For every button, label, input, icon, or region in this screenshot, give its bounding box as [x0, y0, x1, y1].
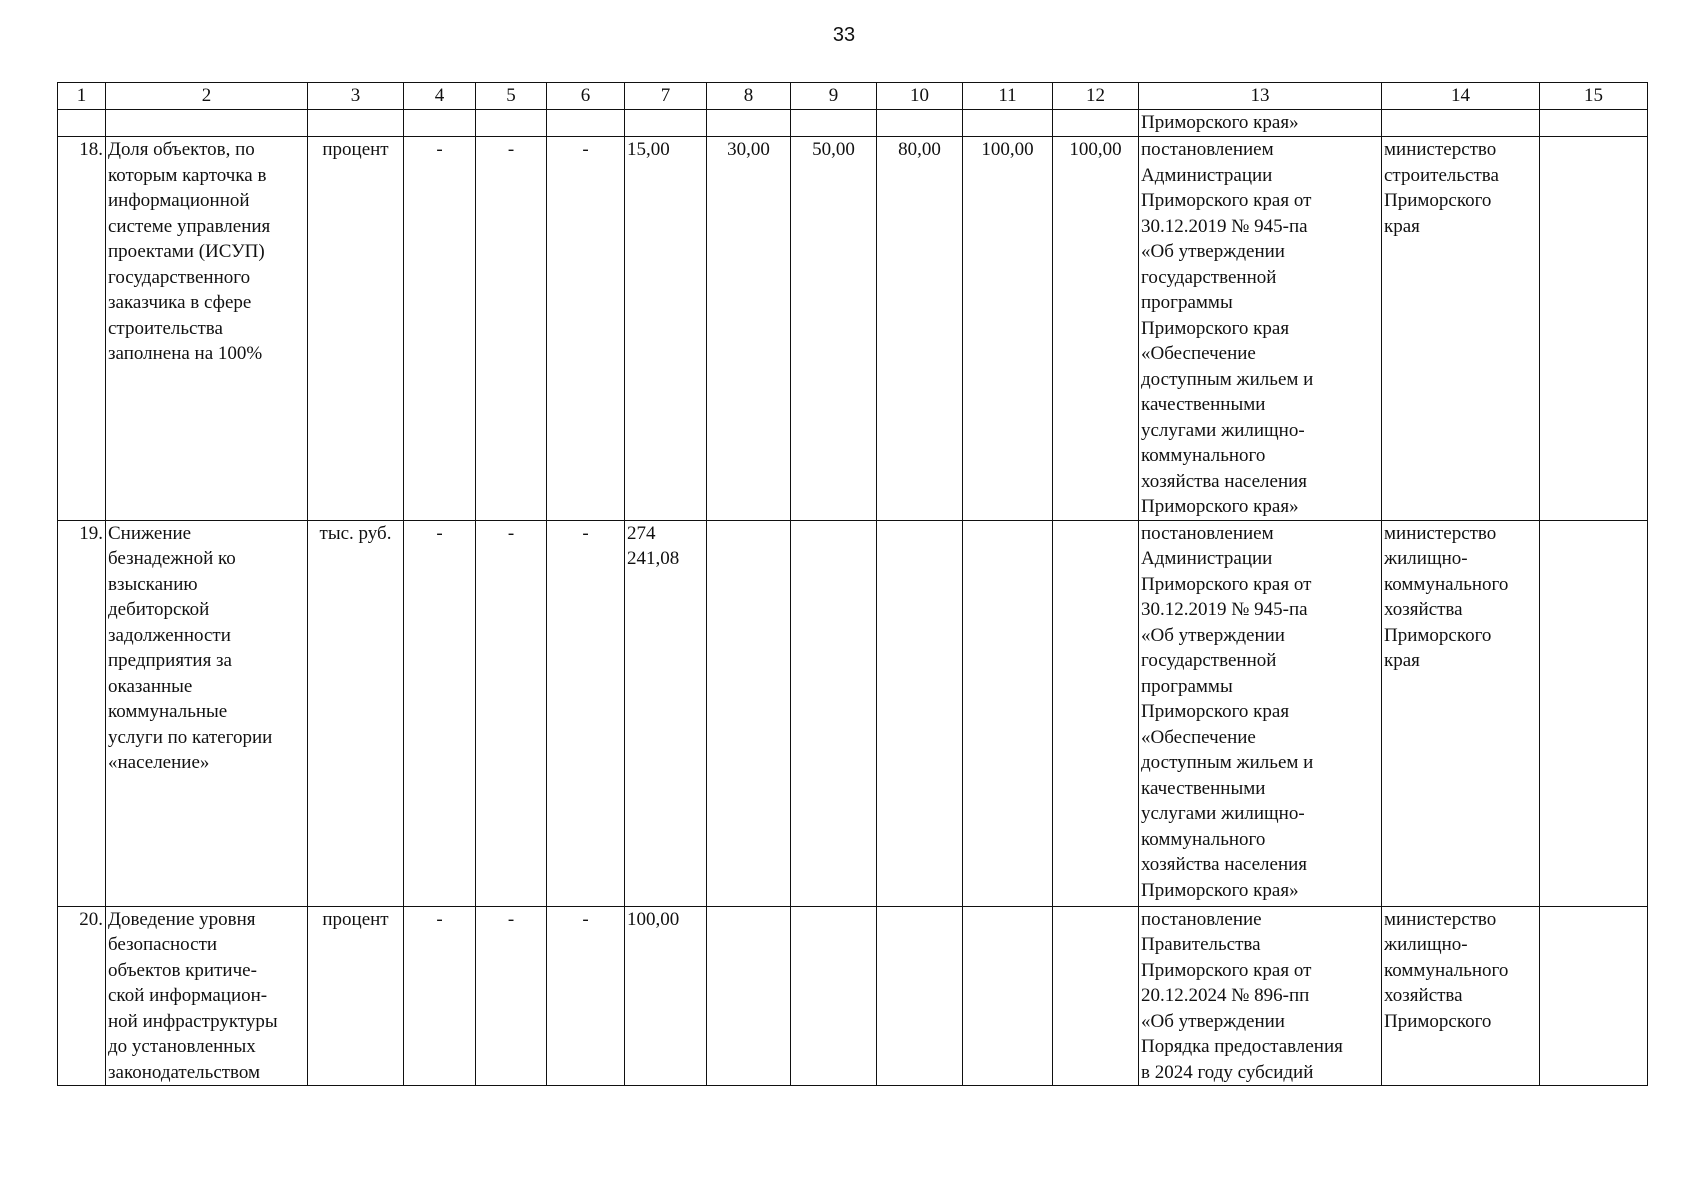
table-cell: [547, 110, 625, 137]
table-cell: [58, 110, 106, 137]
responsible-cell: министерство жилищно- коммунального хозяйства Приморского: [1382, 906, 1540, 1086]
value-cell: -: [547, 520, 625, 906]
column-header: 2: [106, 83, 308, 110]
value-cell: [791, 520, 877, 906]
column-header: 13: [1139, 83, 1382, 110]
column-header: 6: [547, 83, 625, 110]
value-cell: 50,00: [791, 137, 877, 521]
value-cell: [1053, 906, 1139, 1086]
unit-cell: тыс. руб.: [308, 520, 404, 906]
unit-cell: процент: [308, 137, 404, 521]
responsible-cell: министерство жилищно- коммунального хозяйства Приморского края: [1382, 520, 1540, 906]
table-cell: [1382, 110, 1540, 137]
value-cell: [877, 520, 963, 906]
responsible-cell: министерство строительства Приморского края: [1382, 137, 1540, 521]
column-header: 7: [625, 83, 707, 110]
table-cell: [106, 110, 308, 137]
table-cell: [1540, 906, 1648, 1086]
value-cell: -: [547, 137, 625, 521]
value-cell: -: [547, 906, 625, 1086]
legal-basis-cell: постановлением Администрации Приморского края от 30.12.2019 № 945-па «Об утверждении государственной программы Приморского края «Обеспечение доступным жильем и качественными услугами жилищно- коммунального хозяйства населения Приморского края»: [1139, 520, 1382, 906]
indicator-name: Доля объектов, по которым карточка в информационной системе управления проектами (ИСУП) государственного заказчика в сфере строительства заполнена на 100%: [106, 137, 308, 521]
value-cell: 80,00: [877, 137, 963, 521]
table-cell: [308, 110, 404, 137]
table-cell: [877, 110, 963, 137]
value-cell: -: [476, 520, 547, 906]
table-cell: [963, 110, 1053, 137]
table-row: [58, 520, 1648, 906]
row-number: 20.: [58, 906, 106, 1086]
table-cell: [707, 110, 791, 137]
row-number: 18.: [58, 137, 106, 521]
column-header: 10: [877, 83, 963, 110]
row-number: 19.: [58, 520, 106, 906]
table-cell: [1540, 520, 1648, 906]
column-number-row: [58, 83, 1648, 110]
continuation-row: [58, 110, 1648, 137]
indicator-name: Доведение уровня безопасности объектов критиче- ской информацион- ной инфраструктуры до установленных законодательством: [106, 906, 308, 1086]
indicators-table: [57, 82, 1648, 1086]
column-header: 14: [1382, 83, 1540, 110]
value-cell: [707, 906, 791, 1086]
column-header: 15: [1540, 83, 1648, 110]
legal-basis-cell: постановлением Администрации Приморского края от 30.12.2019 № 945-па «Об утверждении государственной программы Приморского края «Обеспечение доступным жильем и качественными услугами жилищно- коммунального хозяйства населения Приморского края»: [1139, 137, 1382, 521]
indicator-name: Снижение безнадежной ко взысканию дебиторской задолженности предприятия за оказанные коммунальные услуги по категории «население»: [106, 520, 308, 906]
column-header: 8: [707, 83, 791, 110]
column-header: 11: [963, 83, 1053, 110]
column-header: 5: [476, 83, 547, 110]
table-row: [58, 137, 1648, 521]
table-cell: [476, 110, 547, 137]
table-cell: [1540, 137, 1648, 521]
value-cell: [791, 906, 877, 1086]
legal-basis-cell: постановление Правительства Приморского края от 20.12.2024 № 896-пп «Об утверждении Порядка предоставления в 2024 году субсидий: [1139, 906, 1382, 1086]
column-header: 12: [1053, 83, 1139, 110]
value-cell: [877, 906, 963, 1086]
value-cell: 15,00: [625, 137, 707, 521]
column-header: 9: [791, 83, 877, 110]
value-cell: [963, 520, 1053, 906]
value-cell: [1053, 520, 1139, 906]
column-header: 1: [58, 83, 106, 110]
column-header: 4: [404, 83, 476, 110]
value-cell: 100,00: [625, 906, 707, 1086]
value-cell: -: [476, 137, 547, 521]
unit-cell: процент: [308, 906, 404, 1086]
column-header: 3: [308, 83, 404, 110]
value-cell: 30,00: [707, 137, 791, 521]
value-cell: [707, 520, 791, 906]
table-row: [58, 906, 1648, 1086]
value-cell: 274 241,08: [625, 520, 707, 906]
table-cell: [625, 110, 707, 137]
legal-basis-cell: Приморского края»: [1139, 110, 1382, 137]
value-cell: [963, 906, 1053, 1086]
value-cell: -: [404, 906, 476, 1086]
table-cell: [1540, 110, 1648, 137]
value-cell: -: [404, 520, 476, 906]
page-number: 33: [832, 24, 856, 46]
value-cell: 100,00: [1053, 137, 1139, 521]
table-cell: [791, 110, 877, 137]
table-cell: [404, 110, 476, 137]
value-cell: 100,00: [963, 137, 1053, 521]
value-cell: -: [404, 137, 476, 521]
table-cell: [1053, 110, 1139, 137]
value-cell: -: [476, 906, 547, 1086]
